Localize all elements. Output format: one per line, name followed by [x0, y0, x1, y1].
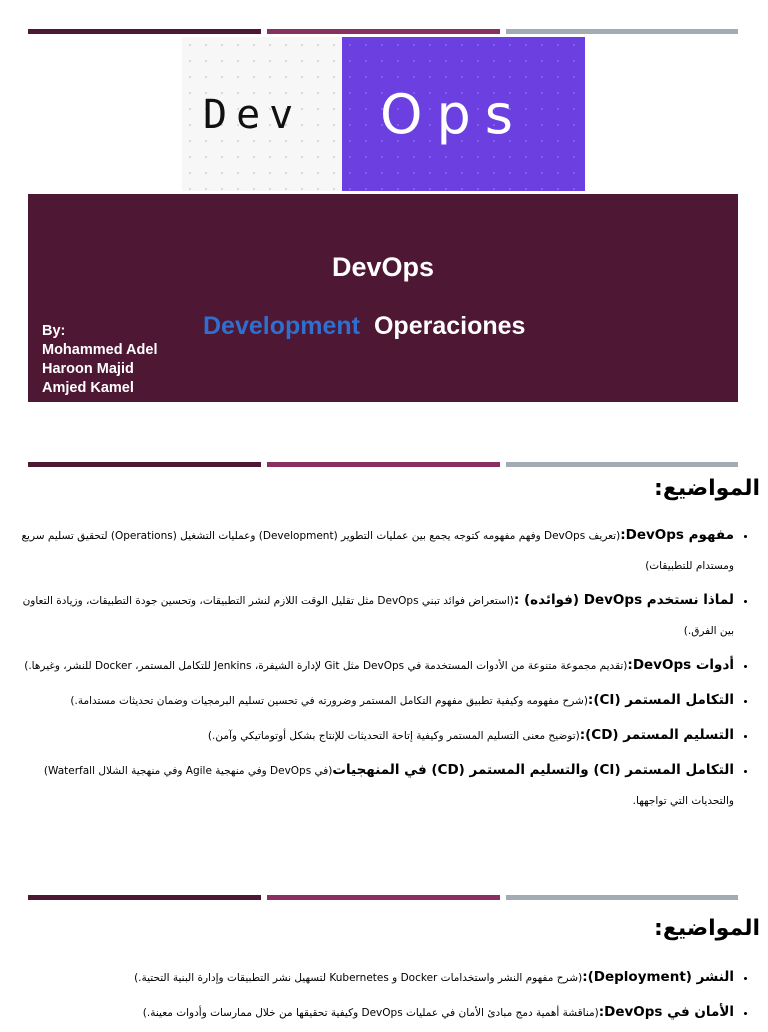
- author-list: [42, 322, 157, 398]
- list-item: [6, 685, 734, 716]
- divider-top-2: [267, 29, 500, 34]
- divider-mid-1: [28, 462, 261, 467]
- topic-description: (توضيح معنى التسليم المستمر وكيفية إتاحة التحديثات للإنتاج بشكل أوتوماتيكي وآمن.): [207, 730, 580, 742]
- topic-description: (شرح مفهومه وكيفية تطبيق مفهوم التكامل المستمر وضرورته في تحسين تسليم البرمجيات وضمان تحديثات مستدامة.): [70, 695, 588, 707]
- list-item: [6, 997, 734, 1028]
- list-item: [6, 650, 734, 681]
- divider-mid-2: [267, 462, 500, 467]
- topic-list: [6, 520, 752, 820]
- topic-description: (تعريف DevOps وفهم مفهومه كتوجه يجمع بين عمليات التطوير (Development) وعمليات التشغيل (Operations) لتحقيق تسليم سريع ومستدام للتطبيقات): [21, 530, 734, 572]
- by-label: By:: [42, 323, 66, 339]
- list-item: [6, 520, 734, 581]
- section-title: المواضيع:: [654, 476, 760, 501]
- topic-heading: التكامل المستمر (CI) والتسليم المستمر (CD) في المنهجيات: [332, 762, 734, 778]
- list-item: [6, 585, 734, 646]
- author-name: Amjed Kamel: [42, 380, 134, 396]
- topic-list: [6, 962, 752, 1032]
- topic-description: (استعراض فوائد تبني DevOps مثل تقليل الوقت اللازم لنشر التطبيقات، وتحسين جودة التطبيقات، وزيادة التعاون بين الفرق.): [22, 595, 734, 637]
- banner-subtitle: [203, 312, 525, 341]
- title-banner: [28, 194, 738, 402]
- hero-dev-text: Dev: [203, 92, 303, 138]
- topic-description: (شرح مفهوم النشر واستخدامات Docker و Kubernetes لتسهيل نشر التطبيقات وإدارة البنية التحتية.): [134, 972, 583, 984]
- topic-description: (مناقشة أهمية دمج مبادئ الأمان في عمليات DevOps وكيفية تحقيقها من خلال ممارسات وأدوات معينة.): [142, 1007, 599, 1019]
- list-item: [6, 720, 734, 751]
- topic-heading: لماذا نستخدم DevOps (فوائده) :: [513, 592, 734, 608]
- list-item: [6, 755, 734, 816]
- topic-heading: أدوات DevOps:: [627, 657, 734, 673]
- divider-top-1: [28, 29, 261, 34]
- divider-bottom-2: [267, 895, 500, 900]
- divider-mid-3: [506, 462, 738, 467]
- banner-title: DevOps: [331, 252, 435, 282]
- divider-bottom-3: [506, 895, 738, 900]
- topic-heading: التكامل المستمر (CI):: [587, 692, 734, 708]
- topic-description: (تقديم مجموعة متنوعة من الأدوات المستخدمة في DevOps مثل Git لإدارة الشيفرة، Jenkins للتكامل المستمر، Docker للنشر، وغيرها.): [24, 660, 628, 672]
- topic-heading: التسليم المستمر (CD):: [579, 727, 734, 743]
- subtitle-operations: Operaciones: [373, 312, 526, 340]
- topic-description: (في DevOps وفي منهجية Agile وفي منهجية الشلال Waterfall) والتحديات التي تواجهها.: [43, 765, 734, 807]
- hero-ops-text: Ops: [380, 83, 527, 146]
- list-item: [6, 962, 734, 993]
- divider-bottom-1: [28, 895, 261, 900]
- subtitle-development: Development: [203, 312, 360, 340]
- author-name: Haroon Majid: [42, 361, 134, 377]
- section-title: المواضيع:: [654, 916, 760, 941]
- topic-heading: الأمان في DevOps:: [598, 1004, 734, 1020]
- topic-heading: مفهوم DevOps:: [620, 527, 734, 543]
- topic-heading: النشر (Deployment):: [582, 969, 734, 985]
- author-name: Mohammed Adel: [42, 342, 158, 358]
- divider-top-3: [506, 29, 738, 34]
